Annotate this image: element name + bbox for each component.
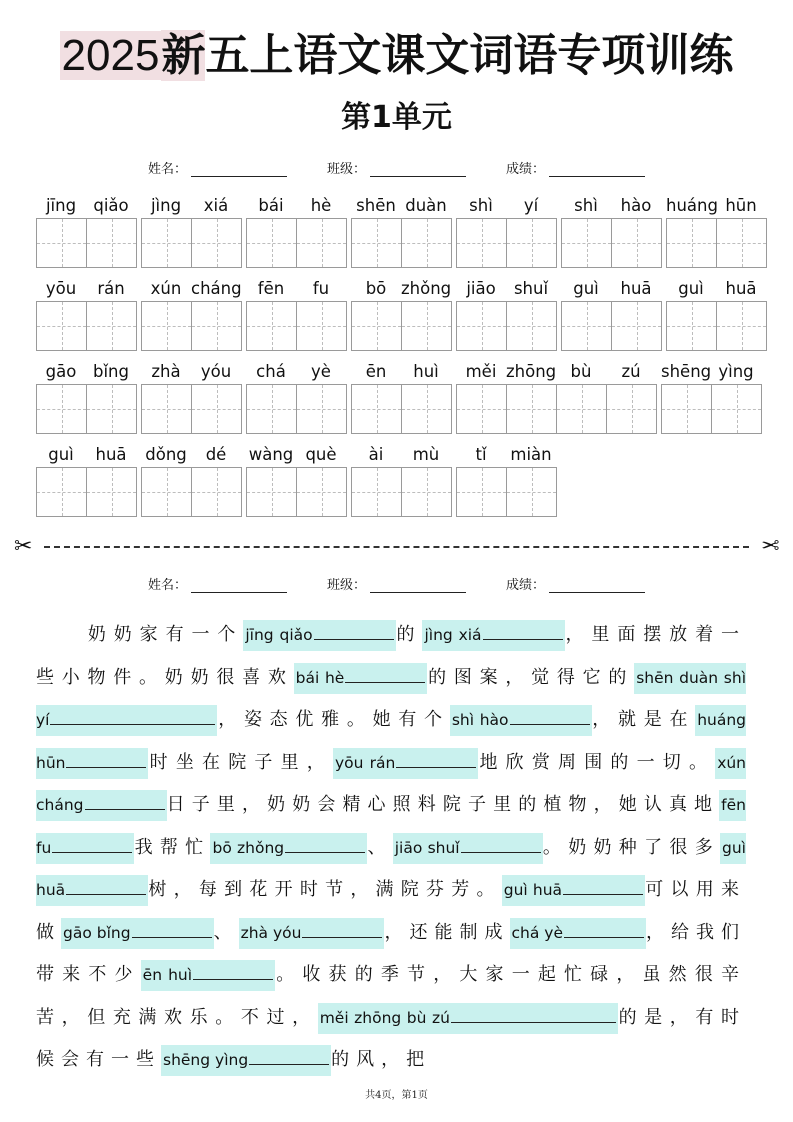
pinyin-syllable: yōu — [45, 279, 77, 298]
pinyin-syllable: zú — [621, 362, 641, 381]
student-info-row-bottom — [0, 574, 793, 593]
pinyin-row — [246, 277, 347, 301]
character-box[interactable] — [37, 468, 87, 516]
passage-text: 的图案，觉得它的 — [427, 666, 635, 688]
tianzige-boxes — [351, 218, 452, 268]
blank-pinyin: shēn duàn shì yí — [36, 668, 747, 729]
blank-pinyin: zhà yóu — [240, 923, 302, 942]
pinyin-syllable: shì — [574, 196, 598, 215]
tianzige-boxes — [36, 301, 137, 351]
pinyin-syllable: bù — [570, 362, 592, 381]
pinyin-row — [36, 443, 137, 467]
blank-pinyin: měi zhōng bù zú — [319, 1008, 450, 1027]
pinyin-blank[interactable] — [141, 960, 275, 991]
character-box[interactable] — [507, 219, 557, 267]
character-box[interactable] — [402, 468, 452, 516]
name-field[interactable] — [148, 574, 287, 593]
pinyin-row — [36, 360, 137, 384]
answer-underline[interactable] — [66, 880, 146, 895]
word-item — [456, 277, 557, 351]
answer-underline[interactable] — [50, 710, 215, 725]
blank-pinyin: jīng qiǎo — [245, 626, 313, 644]
pinyin-syllable: huā — [95, 445, 127, 464]
pinyin-syllable: yí — [523, 196, 539, 215]
character-box[interactable] — [402, 302, 452, 350]
name-field[interactable] — [148, 158, 287, 177]
character-box[interactable] — [192, 385, 242, 433]
pinyin-syllable: chá — [256, 362, 286, 381]
pinyin-row — [456, 443, 557, 467]
character-box[interactable] — [562, 302, 612, 350]
tianzige-boxes — [456, 467, 557, 517]
pinyin-syllable: què — [305, 445, 337, 464]
tianzige-boxes — [561, 301, 662, 351]
pinyin-row — [561, 277, 662, 301]
answer-underline[interactable] — [132, 923, 212, 938]
word-item — [351, 443, 452, 517]
pinyin-syllable: jìng — [150, 196, 182, 215]
pinyin-syllable: fēn — [257, 279, 285, 298]
passage-text: 时坐在院子里， — [148, 751, 333, 773]
pinyin-syllable: cháng — [191, 279, 242, 298]
character-box[interactable] — [717, 219, 767, 267]
pinyin-syllable: huì — [413, 362, 439, 381]
title-rest: 五上语文课文词语专项训练 — [205, 30, 734, 81]
passage-text: 我帮忙 — [134, 836, 211, 858]
word-item — [36, 277, 137, 351]
word-item — [141, 277, 242, 351]
pinyin-syllable: huā — [725, 279, 757, 298]
character-box[interactable] — [142, 385, 192, 433]
tianzige-boxes — [351, 467, 452, 517]
pinyin-blank[interactable] — [510, 918, 647, 949]
name-blank[interactable] — [191, 164, 287, 177]
pinyin-syllable: zhōng — [506, 362, 557, 381]
pinyin-blank[interactable] — [422, 620, 564, 651]
pinyin-syllable: měi — [465, 362, 497, 381]
tianzige-boxes — [141, 384, 242, 434]
class-field[interactable] — [327, 158, 466, 177]
blank-pinyin: bō zhǒng — [212, 838, 285, 857]
tianzige-boxes — [456, 218, 557, 268]
character-box[interactable] — [507, 385, 557, 433]
answer-underline[interactable] — [510, 710, 590, 725]
pinyin-blank[interactable] — [502, 875, 645, 906]
pinyin-row — [246, 194, 347, 218]
blank-pinyin: xún cháng — [36, 753, 747, 814]
grid-row — [36, 194, 767, 268]
passage-text: 地欣赏周围的一切。 — [478, 751, 716, 773]
pinyin-syllable: hè — [310, 196, 332, 215]
blank-pinyin: chá yè — [511, 923, 563, 942]
word-item — [561, 194, 662, 268]
character-box[interactable] — [712, 385, 762, 433]
pinyin-syllable: yóu — [200, 362, 232, 381]
blank-pinyin: guì huā — [503, 881, 563, 899]
character-box[interactable] — [247, 302, 297, 350]
student-info-row-top — [0, 158, 793, 177]
pinyin-syllable: shēn — [356, 196, 396, 215]
pinyin-syllable: miàn — [510, 445, 552, 464]
blank-pinyin: jiāo shuǐ — [394, 838, 460, 857]
word-item — [456, 360, 657, 434]
character-box[interactable] — [457, 302, 507, 350]
tianzige-boxes — [666, 218, 767, 268]
pinyin-row — [666, 277, 767, 301]
character-box[interactable] — [37, 302, 87, 350]
answer-underline[interactable] — [285, 838, 365, 853]
answer-underline[interactable] — [396, 753, 476, 768]
name-label: 姓名： — [147, 162, 187, 177]
character-box[interactable] — [247, 468, 297, 516]
pinyin-row — [351, 194, 452, 218]
passage-text: ，里面摆放着一些小物件。奶奶很喜欢 — [36, 624, 746, 688]
score-field[interactable] — [506, 158, 645, 177]
tianzige-boxes — [561, 218, 662, 268]
pinyin-syllable: yìng — [718, 362, 754, 381]
pinyin-row — [351, 277, 452, 301]
pinyin-syllable: dǒng — [145, 445, 187, 464]
answer-underline[interactable] — [85, 795, 165, 810]
name-blank[interactable] — [191, 580, 287, 593]
character-box[interactable] — [192, 219, 242, 267]
character-box[interactable] — [37, 385, 87, 433]
class-blank[interactable] — [370, 164, 466, 177]
pinyin-syllable: guì — [678, 279, 704, 298]
pinyin-row — [141, 360, 242, 384]
answer-underline[interactable] — [345, 668, 425, 683]
tianzige-boxes — [141, 301, 242, 351]
pinyin-syllable: tǐ — [475, 445, 487, 464]
answer-underline[interactable] — [66, 753, 146, 768]
word-item — [351, 194, 452, 268]
character-box[interactable] — [297, 468, 347, 516]
word-item — [36, 360, 137, 434]
word-item — [456, 443, 557, 517]
blank-pinyin: guì huā — [36, 838, 746, 899]
pinyin-syllable: fu — [312, 279, 330, 298]
word-item — [351, 277, 452, 351]
character-box[interactable] — [142, 302, 192, 350]
pinyin-syllable: qiǎo — [93, 196, 129, 215]
character-box[interactable] — [667, 302, 717, 350]
answer-underline[interactable] — [193, 965, 273, 980]
class-label: 班级： — [326, 578, 366, 593]
pinyin-row — [456, 277, 557, 301]
pinyin-row — [456, 194, 557, 218]
pinyin-syllable: mù — [412, 445, 440, 464]
pinyin-row — [661, 360, 762, 384]
passage-text: ，还能制成 — [384, 921, 510, 943]
passage-text: 的是，有时候会有一些 — [36, 1006, 747, 1070]
character-box[interactable] — [507, 468, 557, 516]
blank-pinyin: gāo bǐng — [63, 923, 131, 942]
blank-pinyin: yōu rán — [335, 753, 396, 772]
answer-underline[interactable] — [249, 1050, 329, 1065]
passage-text: 、 — [213, 921, 239, 943]
grid-row — [36, 360, 762, 434]
word-item — [666, 277, 767, 351]
pinyin-syllable: ài — [368, 445, 384, 464]
character-box[interactable] — [247, 385, 297, 433]
character-box[interactable] — [142, 468, 192, 516]
pinyin-row — [36, 194, 137, 218]
character-box[interactable] — [352, 468, 402, 516]
tianzige-boxes — [246, 218, 347, 268]
pinyin-syllable: wàng — [248, 445, 294, 464]
word-item — [141, 443, 242, 517]
character-box[interactable] — [352, 219, 402, 267]
character-box[interactable] — [402, 385, 452, 433]
tianzige-boxes — [246, 301, 347, 351]
tianzige-boxes — [661, 384, 762, 434]
scissors-icon: ✂ — [760, 534, 779, 559]
pinyin-row — [456, 360, 657, 384]
character-box[interactable] — [612, 302, 662, 350]
answer-underline[interactable] — [564, 923, 644, 938]
character-box[interactable] — [667, 219, 717, 267]
tianzige-boxes — [36, 218, 137, 268]
pinyin-row — [666, 194, 767, 218]
character-box[interactable] — [662, 385, 712, 433]
word-item — [661, 360, 762, 434]
blank-pinyin: jìng xiá — [424, 626, 482, 644]
passage-text: ，姿态优雅。她有个 — [217, 709, 450, 730]
word-item — [561, 277, 662, 351]
passage-text: 。收获的季节，大家一起忙碌，虽然很辛苦，但充满欢乐。不过， — [36, 964, 746, 1028]
pinyin-syllable: jiāo — [466, 279, 496, 298]
character-box[interactable] — [297, 302, 347, 350]
character-box[interactable] — [507, 302, 557, 350]
tianzige-boxes — [246, 384, 347, 434]
character-box[interactable] — [352, 385, 402, 433]
pinyin-syllable: bō — [365, 279, 387, 298]
blank-pinyin: fēn fu — [36, 796, 746, 857]
passage-text: ，就是在 — [591, 709, 696, 730]
pinyin-row — [246, 360, 347, 384]
tianzige-boxes — [36, 467, 137, 517]
character-box[interactable] — [562, 219, 612, 267]
character-box[interactable] — [87, 302, 137, 350]
tianzige-boxes — [351, 384, 452, 434]
tianzige-boxes — [141, 218, 242, 268]
tianzige-boxes — [351, 301, 452, 351]
blank-pinyin: shēng yìng — [163, 1051, 249, 1069]
character-box[interactable] — [297, 385, 347, 433]
word-item — [36, 443, 137, 517]
word-item — [351, 360, 452, 434]
pinyin-syllable: dé — [205, 445, 227, 464]
word-item — [246, 360, 347, 434]
answer-underline[interactable] — [302, 923, 382, 938]
word-item — [246, 443, 347, 517]
answer-underline[interactable] — [563, 880, 643, 895]
pinyin-row — [246, 443, 347, 467]
pinyin-row — [351, 443, 452, 467]
passage-text: 可以用来做 — [36, 879, 747, 943]
word-item — [666, 194, 767, 268]
tianzige-boxes — [36, 384, 137, 434]
character-box[interactable] — [717, 302, 767, 350]
pinyin-syllable: rán — [97, 279, 125, 298]
grid-row — [36, 277, 767, 351]
passage-text: 的风，把 — [331, 1049, 432, 1070]
unit-subtitle: 第1单元 — [341, 100, 452, 135]
blank-pinyin: shì hào — [451, 711, 509, 729]
character-box[interactable] — [87, 385, 137, 433]
character-box[interactable] — [192, 468, 242, 516]
pinyin-syllable: huā — [620, 279, 652, 298]
pinyin-row — [141, 277, 242, 301]
pinyin-syllable: shì — [469, 196, 493, 215]
character-box[interactable] — [457, 219, 507, 267]
pinyin-syllable: bǐng — [93, 362, 129, 381]
pinyin-syllable: hūn — [725, 196, 757, 215]
pinyin-blank[interactable] — [333, 748, 478, 779]
pinyin-blank[interactable] — [450, 705, 592, 736]
pinyin-syllable: xiá — [203, 196, 229, 215]
score-field[interactable] — [506, 574, 645, 593]
score-blank[interactable] — [549, 580, 645, 593]
pinyin-syllable: yè — [311, 362, 331, 381]
pinyin-blank[interactable] — [161, 1045, 331, 1076]
class-field[interactable] — [327, 574, 466, 593]
name-label: 姓名： — [147, 578, 187, 593]
pinyin-syllable: duàn — [405, 196, 447, 215]
cut-line — [14, 535, 779, 559]
character-box[interactable] — [352, 302, 402, 350]
pinyin-row — [141, 443, 242, 467]
pinyin-syllable: zhà — [151, 362, 181, 381]
pinyin-syllable: bái — [258, 196, 284, 215]
score-label: 成绩： — [506, 578, 546, 593]
passage-text: 日子里，奶奶会精心照料院子里的植物，她认真地 — [166, 794, 720, 815]
character-box[interactable] — [457, 468, 507, 516]
pinyin-syllable: guì — [48, 445, 74, 464]
word-item — [246, 277, 347, 351]
character-box[interactable] — [142, 219, 192, 267]
tianzige-boxes — [456, 301, 557, 351]
pinyin-syllable: zhǒng — [401, 279, 452, 298]
title-year: 2025 — [61, 31, 160, 80]
character-box[interactable] — [607, 385, 657, 433]
pinyin-syllable: jīng — [45, 196, 77, 215]
blank-pinyin: bái hè — [295, 668, 345, 687]
page-title — [0, 28, 793, 84]
pinyin-blank[interactable] — [239, 918, 385, 949]
class-label: 班级： — [326, 162, 366, 177]
passage-text: 树，每到花开时节，满院芬芳。 — [148, 879, 502, 900]
tianzige-boxes — [141, 467, 242, 517]
pinyin-syllable: shēng — [661, 362, 712, 381]
character-box[interactable] — [297, 219, 347, 267]
answer-underline[interactable] — [483, 625, 563, 640]
class-blank[interactable] — [370, 580, 466, 593]
pinyin-syllable: guì — [573, 279, 599, 298]
score-label: 成绩： — [506, 162, 546, 177]
character-box[interactable] — [192, 302, 242, 350]
pinyin-blank[interactable] — [393, 833, 543, 864]
word-item — [141, 194, 242, 268]
answer-underline[interactable] — [314, 625, 394, 640]
character-box[interactable] — [457, 385, 507, 433]
pinyin-blank[interactable] — [210, 833, 367, 864]
word-item — [141, 360, 242, 434]
passage-text: 的 — [395, 624, 423, 645]
pinyin-row — [561, 194, 662, 218]
passage-text: ，给我们带来不少 — [36, 921, 747, 985]
word-item — [36, 194, 137, 268]
character-box[interactable] — [87, 468, 137, 516]
title-new: 新 — [161, 30, 206, 81]
pinyin-syllable: huáng — [666, 196, 718, 215]
scissors-icon: ✂ — [14, 534, 33, 559]
pinyin-row — [351, 360, 452, 384]
pinyin-syllable: gāo — [45, 362, 77, 381]
passage-text: 、 — [367, 836, 393, 858]
fill-in-passage — [36, 614, 746, 1082]
tianzige-boxes — [456, 384, 657, 434]
character-box[interactable] — [612, 219, 662, 267]
answer-underline[interactable] — [52, 838, 132, 853]
passage-text: 奶奶家有一个 — [36, 624, 244, 645]
pinyin-blank[interactable] — [294, 663, 428, 694]
word-item — [456, 194, 557, 268]
tianzige-boxes — [246, 467, 347, 517]
page-footer: 共4页，第1页 — [365, 1090, 428, 1101]
pinyin-syllable: ēn — [365, 362, 387, 381]
character-box[interactable] — [557, 385, 607, 433]
character-box[interactable] — [402, 219, 452, 267]
word-item — [246, 194, 347, 268]
passage-text: 。奶奶种了很多 — [542, 836, 721, 858]
dashed-divider — [44, 546, 749, 548]
tianzige-boxes — [666, 301, 767, 351]
character-box[interactable] — [247, 219, 297, 267]
grid-row — [36, 443, 557, 517]
pinyin-blank[interactable] — [243, 620, 395, 651]
pinyin-row — [141, 194, 242, 218]
score-blank[interactable] — [549, 164, 645, 177]
pinyin-syllable: shuǐ — [513, 279, 549, 298]
character-box[interactable] — [37, 219, 87, 267]
answer-underline[interactable] — [461, 838, 541, 853]
pinyin-blank[interactable] — [61, 918, 214, 949]
pinyin-row — [36, 277, 137, 301]
pinyin-syllable: xún — [150, 279, 182, 298]
answer-underline[interactable] — [451, 1008, 616, 1023]
pinyin-blank[interactable] — [318, 1003, 618, 1034]
pinyin-syllable: hào — [620, 196, 652, 215]
character-box[interactable] — [87, 219, 137, 267]
blank-pinyin: ēn huì — [142, 966, 193, 984]
blank-pinyin: huáng hūn — [36, 711, 746, 772]
